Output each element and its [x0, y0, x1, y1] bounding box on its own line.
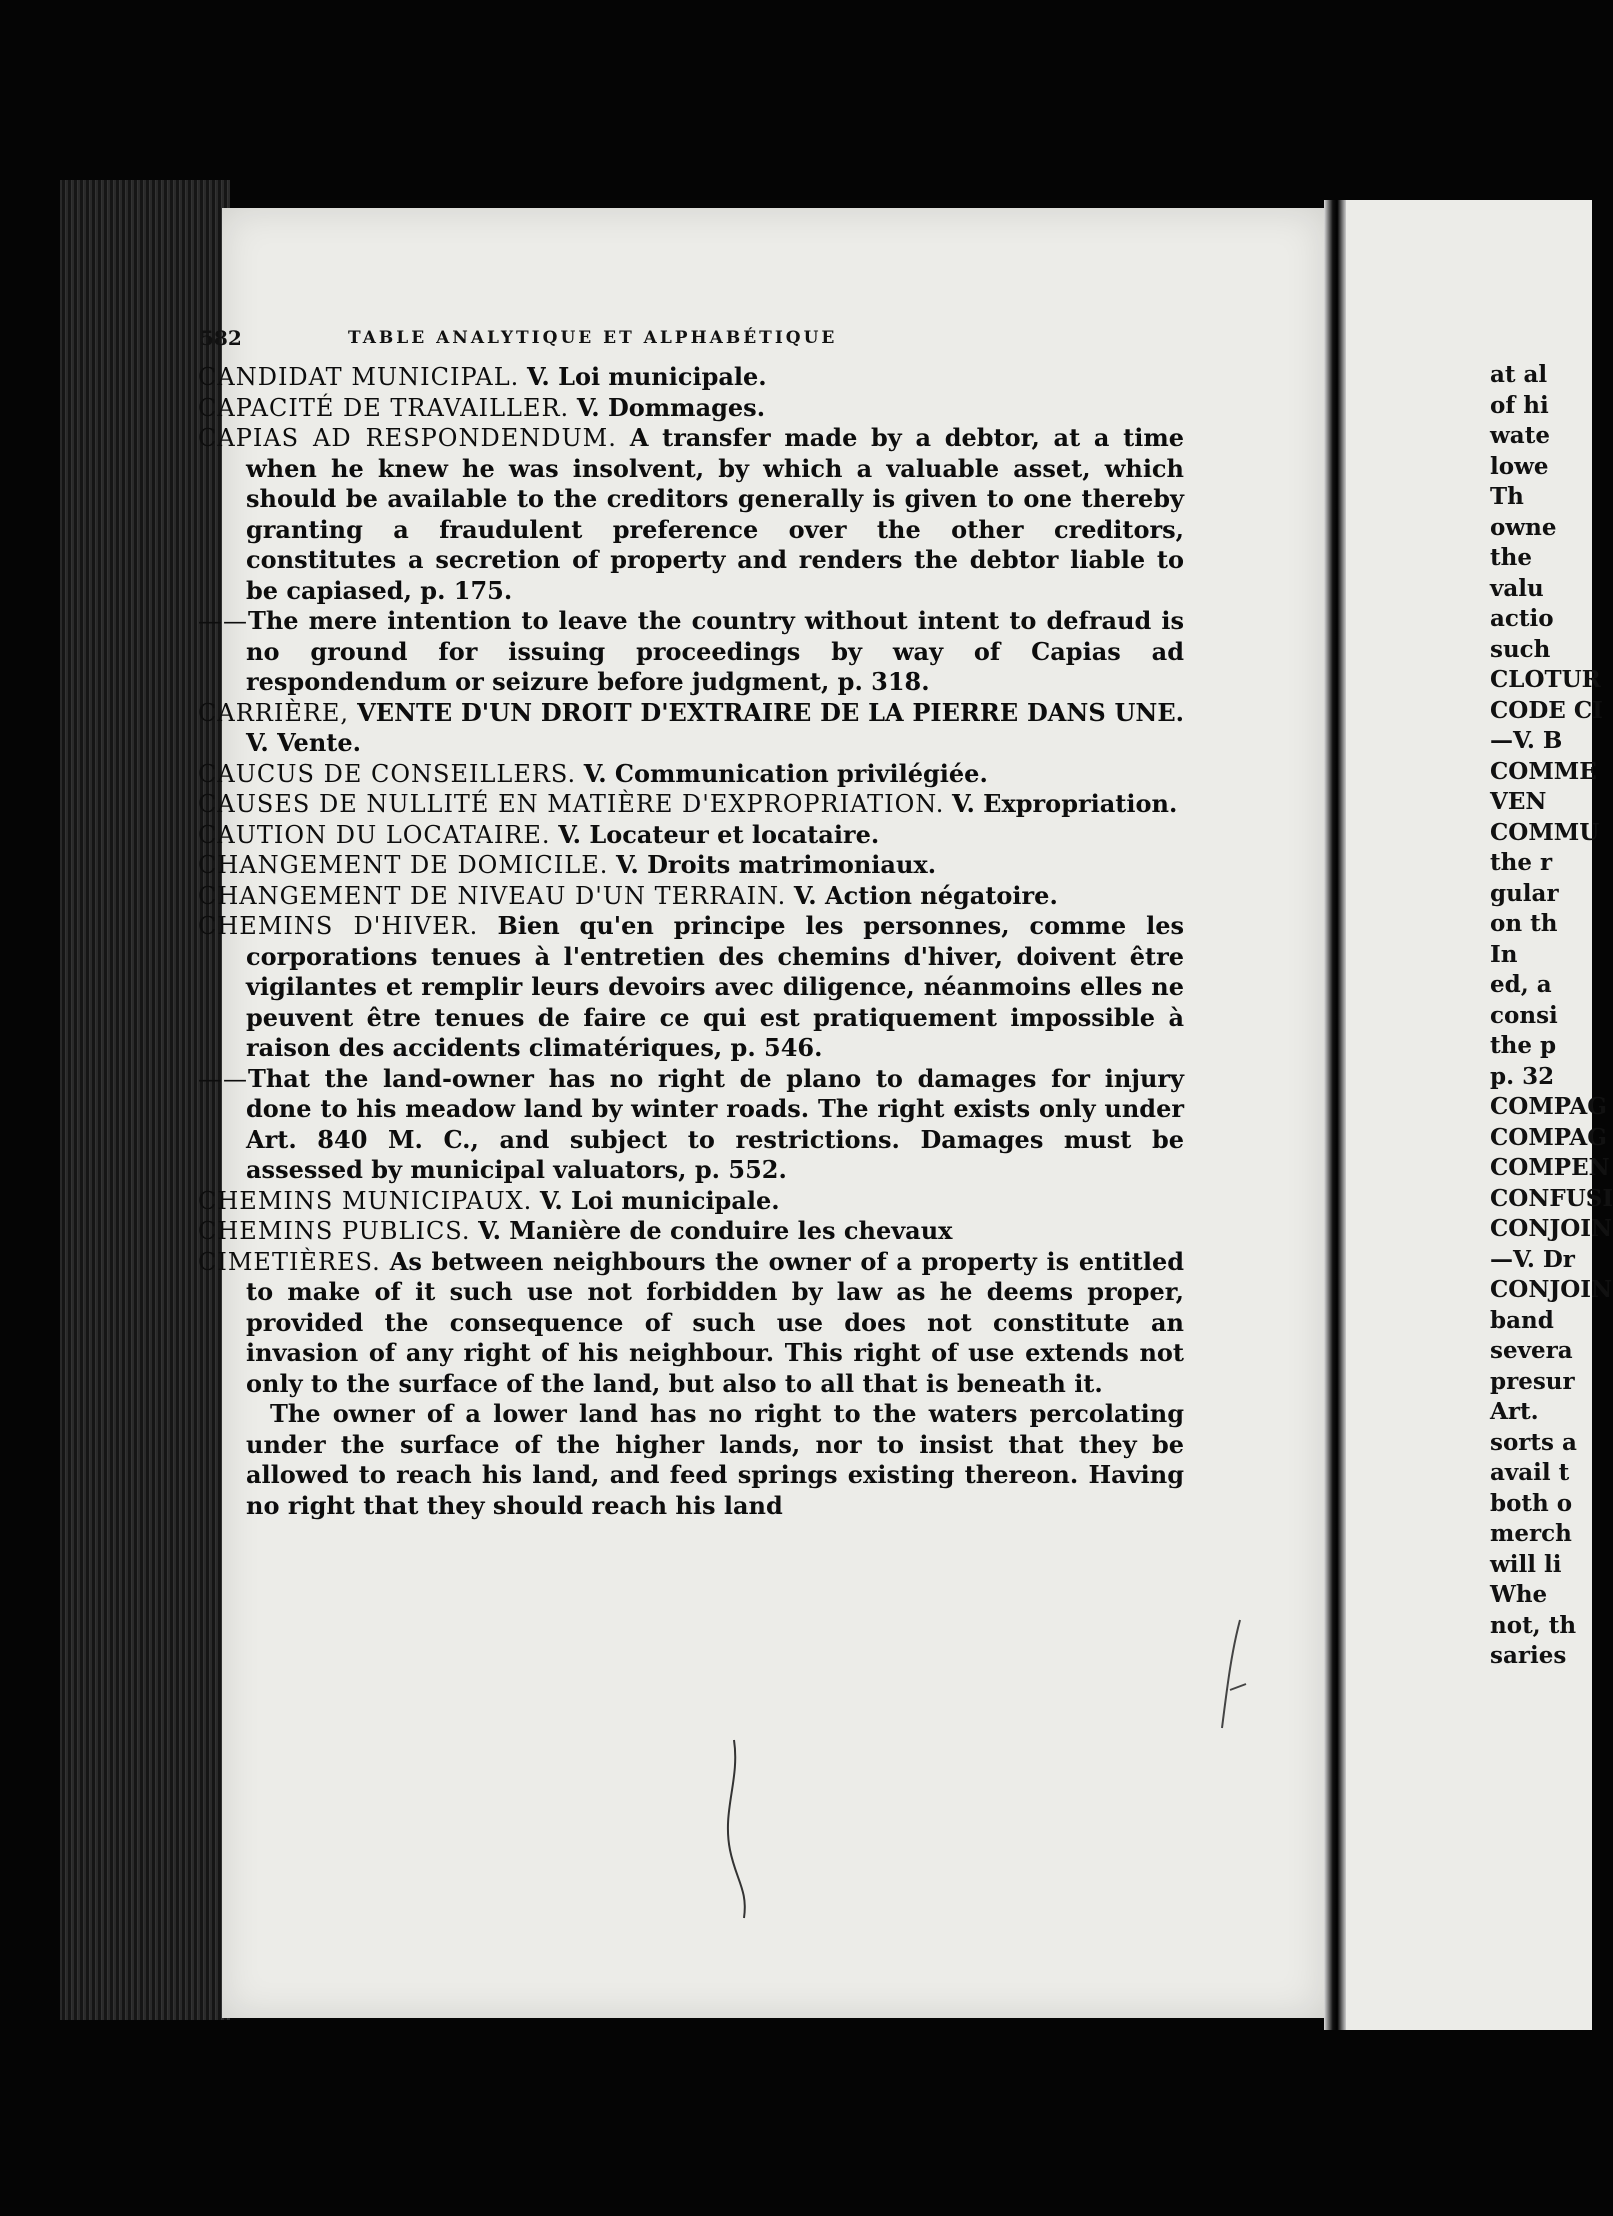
index-entry — [198, 759, 1184, 790]
index-entry — [198, 911, 1184, 1064]
right-page-line: of hi — [1490, 391, 1549, 419]
entry-heading: CHANGEMENT DE NIVEAU D'UN TERRAIN. — [198, 881, 787, 910]
entry-text: The mere intention to leave the country without intent to defraud is no ground for issuing proceedings by way of Capias ad respondendum or seizure before judgment, p. 318. — [246, 606, 1184, 696]
running-head: TABLE ANALYTIQUE ET ALPHABÉTIQUE — [348, 328, 838, 348]
right-page-fragments — [1490, 360, 1613, 1672]
right-page-line: the — [1490, 544, 1532, 571]
right-page-line: on th — [1490, 910, 1558, 937]
right-page-line: wate — [1490, 422, 1550, 449]
index-entry — [198, 789, 1184, 820]
right-page-line: COMPAG — [1490, 1123, 1607, 1151]
right-page-line: band — [1490, 1306, 1554, 1334]
entry-heading: CAUSES DE NULLITÉ EN MATIÈRE D'EXPROPRIATION. — [198, 790, 945, 818]
right-page-line: at al — [1490, 361, 1548, 388]
index-entry — [198, 423, 1184, 606]
right-page-line: lowe — [1490, 452, 1549, 480]
entry-dash: —— — [198, 1064, 248, 1093]
entry-text: VENTE D'UN DROIT D'EXTRAIRE DE LA PIERRE DANS UNE. V. Vente. — [246, 697, 1184, 757]
entry-text: That the land-owner has no right de plano to damages for injury done to his meadow land by winter roads. The right exists only under Art. 840 M. C., and subject to restrictions. Damages must be assessed by municipal valuators, p. 552. — [246, 1063, 1184, 1184]
entry-text: V. Locateur et locataire. — [558, 819, 880, 849]
right-page-line: —V. B — [1490, 727, 1563, 754]
right-page-line: presur — [1490, 1367, 1575, 1395]
right-page-line: In — [1490, 940, 1518, 968]
index-entry — [198, 606, 1184, 698]
book-gutter — [1324, 200, 1346, 2030]
index-entry — [198, 393, 1184, 424]
right-page-line: valu — [1490, 574, 1544, 602]
entry-heading: CANDIDAT MUNICIPAL. — [198, 363, 520, 391]
entry-heading: CIMETIÈRES. — [198, 1247, 381, 1276]
entry-text: V. Dommages. — [576, 392, 766, 422]
entry-text: V. Droits matrimoniaux. — [615, 850, 937, 879]
right-page-line: not, th — [1490, 1611, 1577, 1639]
right-page-line: owne — [1490, 513, 1557, 541]
index-entry — [198, 1247, 1184, 1400]
right-page-line: CODE CI — [1490, 696, 1603, 724]
right-page-line: CLOTUR — [1490, 666, 1601, 693]
entry-dash: —— — [198, 607, 248, 635]
right-page-line: VEN — [1490, 788, 1547, 815]
right-page-line: severa — [1490, 1337, 1573, 1364]
right-page-line: COMPEN — [1490, 1154, 1610, 1181]
right-page-line: such — [1490, 635, 1551, 663]
right-page-line: sorts a — [1490, 1428, 1577, 1456]
right-page-line: —V. Dr — [1490, 1245, 1575, 1273]
right-page-line: ed, a — [1490, 971, 1552, 998]
right-page-line: CONJOIN — [1490, 1276, 1613, 1303]
entry-text: V. Loi municipale. — [539, 1185, 780, 1215]
right-page-line: actio — [1490, 605, 1554, 632]
right-page-line: avail t — [1490, 1459, 1570, 1486]
entry-heading: CAUCUS DE CONSEILLERS. — [198, 759, 577, 788]
index-entry — [198, 362, 1184, 393]
pencil-mark — [1210, 1620, 1250, 1730]
right-page-line: saries — [1490, 1642, 1567, 1669]
entry-heading: CHANGEMENT DE DOMICILE. — [198, 851, 609, 879]
entry-text: Bien qu'en principe les personnes, comme les corporations tenues à l'entretien des chemins d'hiver, doivent être vigilantes et remplir leurs devoirs avec diligence, néanmoins elles ne peuvent être tenues de faire ce qui est pratiquement impossible à raison des accidents climatériques, p. 546. — [246, 911, 1184, 1062]
index-body — [198, 362, 1184, 1521]
entry-text: As between neighbours the owner of a property is entitled to make of it such use not forbidden by law as he deems proper, provided the consequence of such use does not constitute an invasion of any right of his neighbour. This right of use extends not only to the surface of the land, but also to all that is beneath it. — [246, 1246, 1184, 1398]
page-header — [200, 326, 1040, 352]
entry-text: V. Communication privilégiée. — [583, 758, 988, 788]
right-page-line: Th — [1490, 483, 1524, 510]
index-entry — [198, 1186, 1184, 1217]
entry-text: A transfer made by a debtor, at a time when he knew he was insolvent, by which a valuable asset, which should be available to the creditors generally is given to one thereby granting a fraudulent preference over the other creditors, constitutes a secretion of property and renders the debtor liable to be capiased, p. 175. — [246, 423, 1184, 605]
right-page-line: COMME — [1490, 757, 1597, 785]
right-page-line: COMPAG — [1490, 1093, 1607, 1120]
entry-text: V. Action négatoire. — [793, 880, 1058, 910]
index-entry — [198, 698, 1184, 759]
entry-text: V. Expropriation. — [952, 789, 1178, 818]
index-entry — [198, 1064, 1184, 1186]
right-page-line: COMMU — [1490, 818, 1600, 846]
right-page-line: consi — [1490, 1001, 1558, 1029]
entry-text: V. Loi municipale. — [526, 362, 767, 391]
entry-heading: CHEMINS D'HIVER. — [198, 912, 479, 940]
entry-heading: CHEMINS MUNICIPAUX. — [198, 1186, 533, 1215]
right-page-line: the r — [1490, 849, 1553, 876]
pencil-mark — [720, 1740, 760, 1920]
right-page-line: gular — [1490, 879, 1559, 907]
right-page-line: will li — [1490, 1550, 1562, 1578]
entry-heading: CAUTION DU LOCATAIRE. — [198, 820, 551, 849]
final-paragraph: The owner of a lower land has no right to the waters percolating under the surface of the higher lands, nor to insist that they be allowed to reach his land, and feed springs existing thereon. Having no right that they should reach his land — [246, 1399, 1184, 1520]
right-page-line: both o — [1490, 1489, 1573, 1517]
right-page-line: Whe — [1490, 1581, 1548, 1608]
index-entry — [198, 1216, 1184, 1247]
entry-heading: CAPACITÉ DE TRAVAILLER. — [198, 393, 570, 422]
index-entry — [198, 820, 1184, 851]
index-entry — [198, 850, 1184, 881]
entry-heading: CAPIAS AD RESPONDENDUM. — [198, 424, 617, 452]
entry-text: V. Manière de conduire les chevaux — [478, 1216, 953, 1245]
right-page-line: the p — [1490, 1032, 1557, 1059]
right-page-line: merch — [1490, 1520, 1572, 1547]
right-page-line: CONFUSI — [1490, 1184, 1613, 1212]
entry-heading: CARRIÈRE, — [198, 698, 350, 727]
entry-heading: CHEMINS PUBLICS. — [198, 1217, 471, 1245]
right-page-line: Art. — [1490, 1398, 1539, 1425]
index-entry — [198, 881, 1184, 912]
right-page-line: p. 32 — [1490, 1062, 1555, 1090]
page-number: 582 — [200, 326, 242, 350]
right-page-line: CONJOIN — [1490, 1215, 1613, 1242]
